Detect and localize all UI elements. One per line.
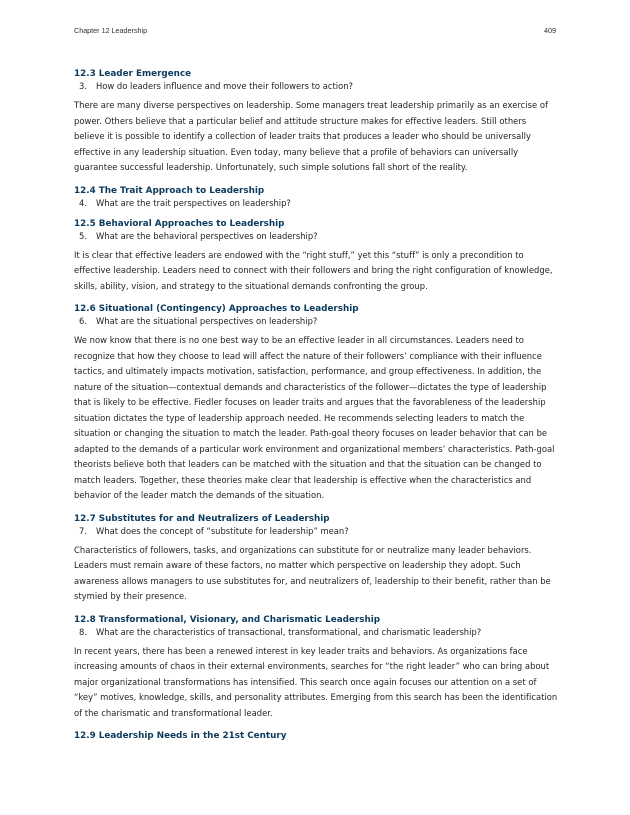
page-number: 409: [544, 26, 556, 35]
section-heading-12-9: 12.9 Leadership Needs in the 21st Century: [74, 731, 287, 741]
question-number: 7.: [79, 525, 87, 536]
question-text: What are the situational perspectives on leadership?: [96, 316, 318, 326]
question-number: 5.: [79, 230, 87, 241]
question-text: What are the trait perspectives on leadership?: [96, 197, 291, 208]
section-body-12-5: It is clear that effective leaders are endowed with the “right stuff,” yet this “stuff” is only a precondition to effective leadership. Leaders need to connect with their followers and bring the right configuration of knowledge, skills, ability, vision, and strategy to the situational demands confronting the group.: [74, 249, 553, 291]
section-heading-12-3: 12.3 Leader Emergence: [74, 69, 192, 79]
section-heading-12-4: 12.4 The Trait Approach to Leadership: [74, 185, 265, 196]
question-text: What are the characteristics of transactional, transformational, and charismatic leadership?: [96, 626, 482, 637]
question-number: 4.: [79, 197, 87, 208]
review-question-5: [74, 230, 559, 243]
chapter-title: Chapter 12 Leadership: [74, 26, 148, 35]
question-text: What are the behavioral perspectives on leadership?: [96, 230, 318, 241]
question-text: What does the concept of “substitute for leadership” mean?: [96, 525, 349, 536]
question-number: 8.: [79, 626, 87, 637]
review-question-3: [74, 80, 559, 93]
review-question-7: [74, 525, 559, 538]
review-question-6: [74, 315, 559, 328]
section-body-12-8: In recent years, there has been a renewed interest in key leader traits and behaviors. As organizations face increasing amounts of chaos in their external environments, searches for “the right leader” who can bring about major organizational transformations has intensified. This search once again focuses our attention on a set of “key” motives, knowledge, skills, and personality attributes. Emerging from this search has been the identification of the charismatic and transformational leader.: [74, 645, 558, 718]
question-number: 6.: [79, 316, 87, 326]
review-question-4: [74, 197, 559, 210]
section-body-12-3: There are many diverse perspectives on leadership. Some managers treat leadership primarily as an exercise of power. Others believe that a particular belief and attitude structure makes for effective leaders. Still others believe it is possible to identify a collection of leader traits that produces a leader who should be universally effective in any leadership situation. Even today, many believe that a profile of behaviors can universally guarantee successful leadership. Unfortunately, such simple solutions fall short of the reality.: [74, 100, 548, 172]
section-body-12-7: Characteristics of followers, tasks, and organizations can substitute for or neutralize many leader behaviors. Leaders must remain aware of these factors, no matter which perspective on leadership they adopt. Such awareness allows managers to use substitutes for, and neutralizers of, leadership to their benefit, rather than be stymied by their presence.: [74, 544, 551, 601]
section-heading-12-6: 12.6 Situational (Contingency) Approaches to Leadership: [74, 304, 359, 314]
question-number: 3.: [79, 81, 87, 91]
section-heading-12-8: 12.8 Transformational, Visionary, and Charismatic Leadership: [74, 614, 381, 625]
section-heading-12-7: 12.7 Substitutes for and Neutralizers of Leadership: [74, 513, 330, 524]
summary-content: [74, 68, 559, 742]
review-question-8: [74, 626, 559, 639]
section-heading-12-5: 12.5 Behavioral Approaches to Leadership: [74, 218, 285, 229]
question-text: How do leaders influence and move their followers to action?: [96, 81, 353, 91]
section-body-12-6: We now know that there is no one best way to be an effective leader in all circumstances. Leaders need to recognize that how they choose to lead will affect the nature of their followers’ compliance with their influence tactics, and ultimately impacts motivation, satisfaction, performance, and group effectiveness. In addition, the nature of the situation—contextual demands and characteristics of the follower—dictates the type of leadership that is likely to be effective. Fiedler focuses on leader traits and argues that the favorableness of the leadership situation dictates the type of leadership approach needed. He recommends selecting leaders to match the situation or changing the situation to match the leader. Path-goal theory focuses on leader behavior that can be adapted to the demands of a particular work environment and organizational members’ characteristics. Path-goal theorists believe both that leaders can be matched with the situation and that the situation can be changed to match leaders. Together, these theories make clear that leadership is effective when the characteristics and behavior of the leader match the demands of the situation.: [74, 335, 555, 500]
